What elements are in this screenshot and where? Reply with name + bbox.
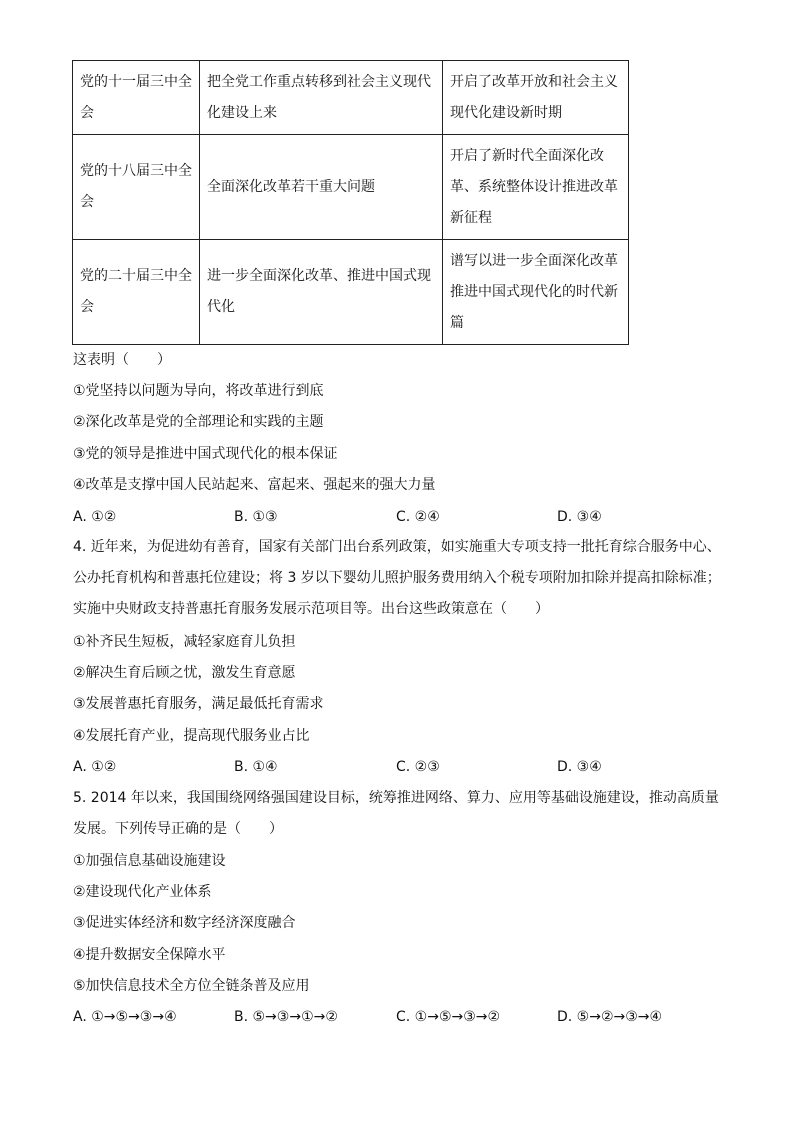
q5-option-b: B. ⑤→③→①→② [234,1009,338,1025]
q5-stem: 5. 2014 年以来，我国围绕网络强国建设目标，统筹推进网络、算力、应用等基础设施建设，推动高质量发展。下列传导正确的是（ ） [73,790,719,837]
table-cell: 全面深化改革若干重大问题 [200,135,443,240]
q4-option-a: A. ①② [73,759,117,775]
q3-item: ①党坚持以问题为导向，将改革进行到底 [73,383,324,399]
q3-item: ②深化改革是党的全部理论和实践的主题 [73,414,324,430]
q5-option-c: C. ①→⑤→③→② [396,1009,501,1025]
table-cell: 党的十八届三中全会 [73,135,200,240]
q4-item: ④发展托育产业，提高现代服务业占比 [73,728,310,744]
q5-option-a: A. ①→⑤→③→④ [73,1009,177,1025]
q5-item: ④提升数据安全保障水平 [73,947,226,963]
table-cell: 进一步全面深化改革、推进中国式现代化 [200,240,443,345]
q4-item: ②解决生育后顾之忧，激发生育意愿 [73,665,296,681]
table-cell: 开启了改革开放和社会主义现代化建设新时期 [443,61,629,135]
q4-option-d: D. ③④ [557,759,602,775]
table-row [73,135,629,240]
q4-item: ③发展普惠托育服务，满足最低托育需求 [73,696,324,712]
q5-item: ③促进实体经济和数字经济深度融合 [73,915,296,931]
table-row [73,240,629,345]
q4-item: ①补齐民生短板，减轻家庭育儿负担 [73,634,296,650]
q3-option-c: C. ②④ [396,509,440,525]
q5-item: ①加强信息基础设施建设 [73,853,226,869]
q5-item: ②建设现代化产业体系 [73,884,212,900]
q3-option-d: D. ③④ [557,509,602,525]
q4-option-b: B. ①④ [234,759,278,775]
table-cell: 党的十一届三中全会 [73,61,200,135]
plenary-sessions-table [72,60,629,345]
table-row [73,61,629,135]
q3-item: ③党的领导是推进中国式现代化的根本保证 [73,446,338,462]
table-cell: 谱写以进一步全面深化改革推进中国式现代化的时代新篇 [443,240,629,345]
q3-option-b: B. ①③ [234,509,278,525]
table-cell: 开启了新时代全面深化改革、系统整体设计推进改革新征程 [443,135,629,240]
table-cell: 把全党工作重点转移到社会主义现代化建设上来 [200,61,443,135]
q5-option-d: D. ⑤→②→③→④ [557,1009,663,1025]
q3-item: ④改革是支撑中国人民站起来、富起来、强起来的强大力量 [73,477,436,493]
q4-stem: 4. 近年来，为促进幼有善育，国家有关部门出台系列政策，如实施重大专项支持一批托育综合服务中心、公办托育机构和普惠托位建设；将 3 岁以下婴幼儿照护服务费用纳入个税专项附加扣除并提高扣除标准；实施中央财政支持普惠托育服务发展示范项目等。出台这些政策意在（ ） [73,539,721,617]
q3-option-a: A. ①② [73,509,117,525]
q5-item: ⑤加快信息技术全方位全链条普及应用 [73,978,310,994]
q3-stem: 这表明（ ） [73,352,171,368]
table-cell: 党的二十届三中全会 [73,240,200,345]
q4-option-c: C. ②③ [396,759,440,775]
